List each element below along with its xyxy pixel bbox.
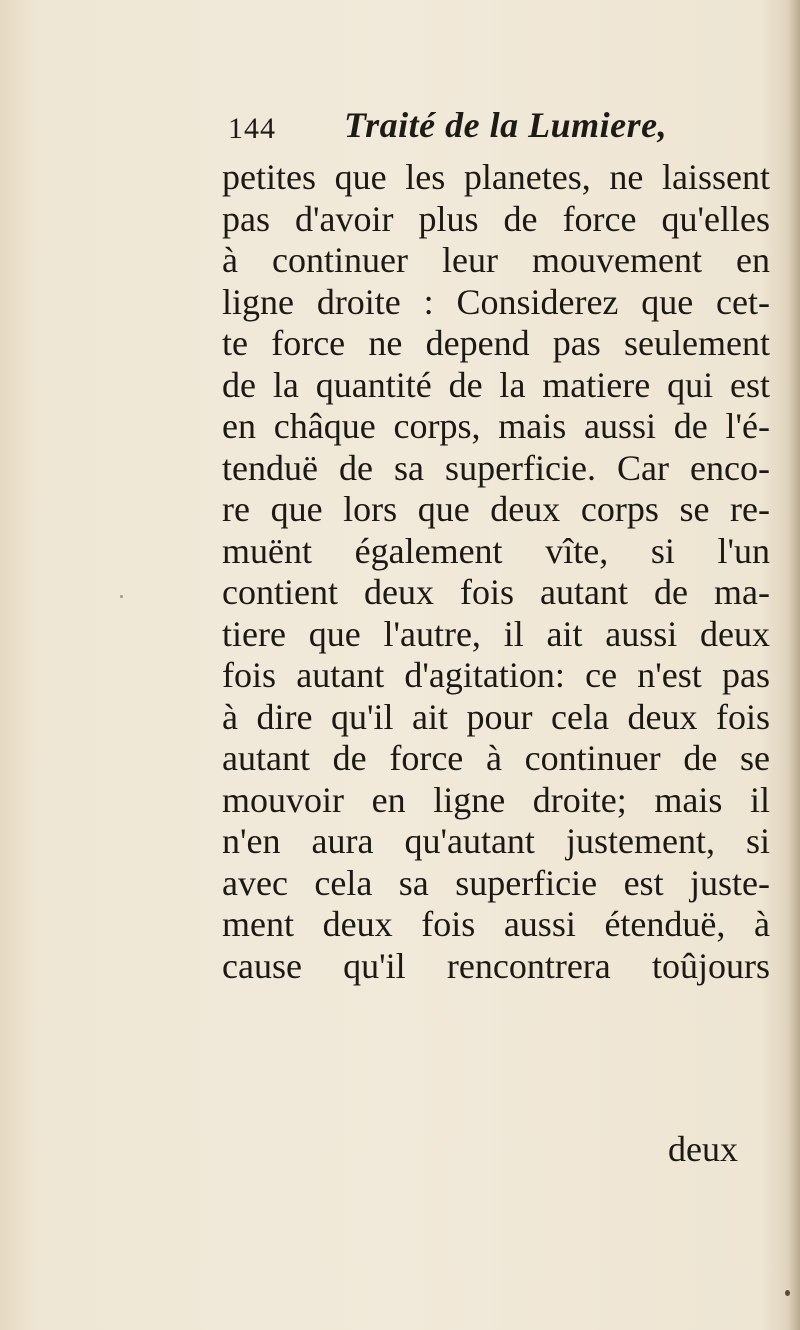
paper-speck bbox=[120, 595, 123, 598]
body-text bbox=[222, 157, 770, 987]
text-line: contient deux fois autant de ma- bbox=[222, 572, 770, 612]
text-line: petites que les planetes, ne laissent bbox=[222, 157, 770, 197]
text-line: à continuer leur mouvement en bbox=[222, 240, 770, 280]
text-line: n'en aura qu'autant justement, si bbox=[222, 821, 770, 861]
text-line: ligne droite : Considerez que cet- bbox=[222, 281, 770, 322]
text-line: te force ne depend pas seulement bbox=[222, 323, 770, 363]
text-line: autant de force à continuer de se bbox=[222, 738, 770, 778]
text-line: fois autant d'agitation: ce n'est pas bbox=[222, 655, 770, 695]
text-line: cause qu'il rencontrera toûjours bbox=[222, 945, 770, 986]
paper-speck bbox=[785, 1290, 790, 1296]
text-line: à dire qu'il ait pour cela deux fois bbox=[222, 696, 770, 737]
page-header bbox=[228, 104, 748, 152]
running-head: Traité de la Lumiere, bbox=[344, 105, 668, 145]
text-line: pas d'avoir plus de force qu'elles bbox=[222, 198, 770, 239]
page-number: 144 bbox=[228, 112, 276, 145]
text-line: tiere que l'autre, il ait aussi deux bbox=[222, 613, 770, 654]
page-edge-shadow bbox=[788, 0, 800, 1330]
catchword: deux bbox=[668, 1129, 738, 1169]
text-line: avec cela sa superficie est juste- bbox=[222, 862, 770, 903]
text-line: tenduë de sa superficie. Car enco- bbox=[222, 447, 770, 488]
text-line: mouvoir en ligne droite; mais il bbox=[222, 779, 770, 820]
text-line: ment deux fois aussi étenduë, à bbox=[222, 904, 770, 944]
text-line: de la quantité de la matiere qui est bbox=[222, 364, 770, 405]
text-line: muënt également vîte, si l'un bbox=[222, 530, 770, 571]
text-line: re que lors que deux corps se re- bbox=[222, 489, 770, 529]
text-line: en châque corps, mais aussi de l'é- bbox=[222, 406, 770, 446]
